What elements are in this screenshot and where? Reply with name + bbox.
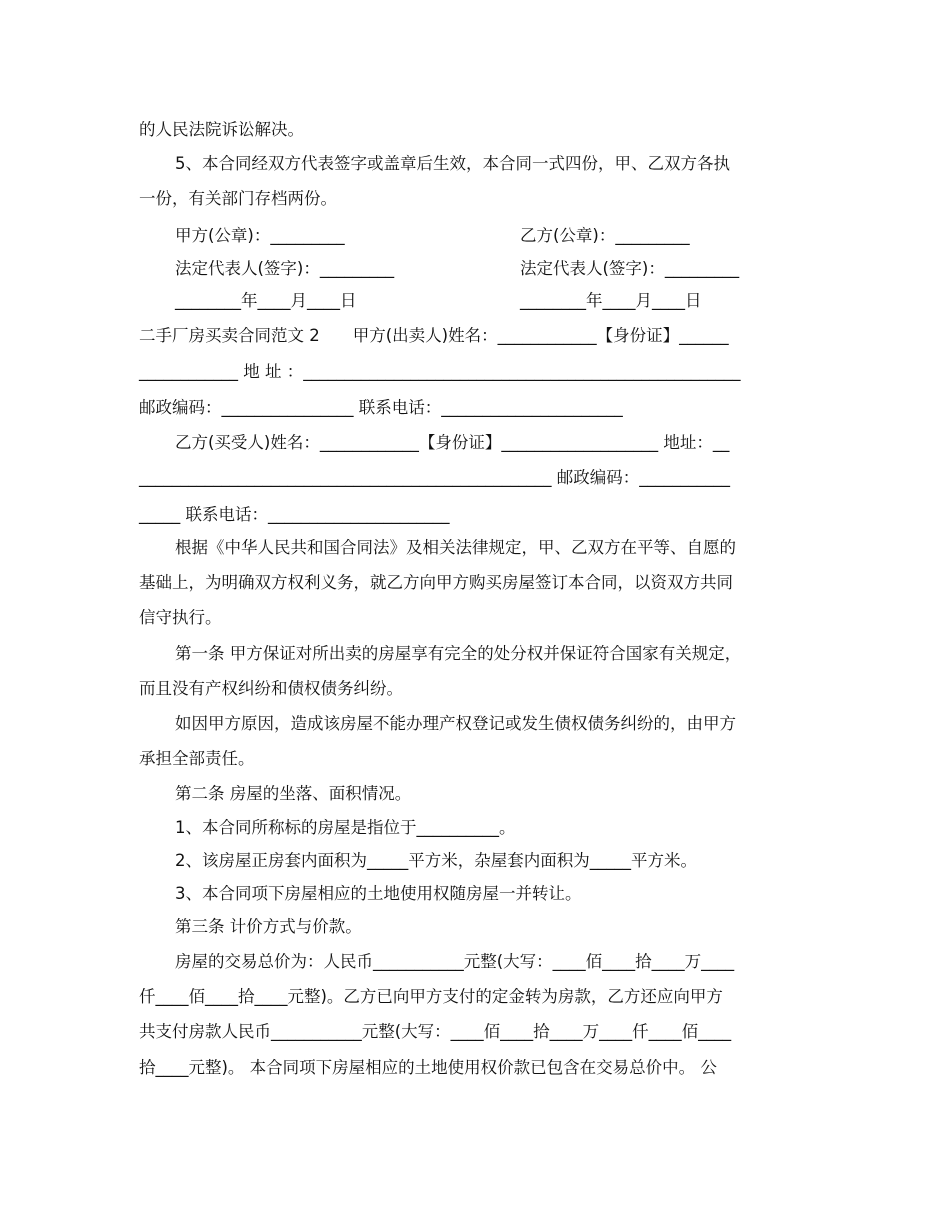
signature-party-a-seal: 甲方(公章)：_________	[175, 226, 345, 245]
text-line: 如因甲方原因，造成该房屋不能办理产权登记或发生债权债务纠纷的，由甲方	[175, 714, 736, 733]
signature-party-b-seal: 乙方(公章)：_________	[520, 226, 690, 245]
signature-party-a-rep: 法定代表人(签字)：_________	[175, 259, 395, 278]
text-line: _____ 联系电话：______________________	[139, 505, 450, 524]
text-line: 房屋的交易总价为：人民币___________元整(大写：____佰____拾____万____	[175, 952, 735, 971]
text-line: 根据《中华人民共和国合同法》及相关法律规定，甲、乙双方在平等、自愿的	[175, 538, 736, 557]
text-line: 拾____元整)。 本合同项下房屋相应的土地使用权价款已包含在交易总价中。 公	[139, 1058, 717, 1077]
text-line: 2、该房屋正房套内面积为_____平方米，杂屋套内面积为_____平方米。	[175, 851, 697, 870]
section-heading: 第二条 房屋的坐落、面积情况。	[175, 784, 412, 803]
text-line: 二手厂房买卖合同范文 2 甲方(出卖人)姓名：____________【身份证】______	[139, 326, 729, 345]
signature-party-b-date: ________年____月____日	[520, 291, 702, 310]
text-line: 第一条 甲方保证对所出卖的房屋享有完全的处分权并保证符合国家有关规定，	[175, 644, 742, 663]
text-line: ____________ 地 址 ：_____________________________________________________	[139, 362, 741, 381]
text-line: 基础上，为明确双方权利义务，就乙方向甲方购买房屋签订本合同，以资双方共同	[139, 573, 733, 592]
signature-party-b-rep: 法定代表人(签字)：_________	[520, 259, 740, 278]
signature-party-a-date: ________年____月____日	[175, 291, 357, 310]
text-line: 一份，有关部门存档两份。	[139, 189, 337, 208]
text-line: 承担全部责任。	[139, 749, 255, 768]
text-line: 仟____佰____拾____元整)。乙方已向甲方支付的定金转为房款，乙方还应向甲方	[139, 987, 723, 1006]
text-line: 共支付房款人民币___________元整(大写：____佰____拾____万____仟____佰____	[139, 1022, 732, 1041]
text-line: 邮政编码：________________ 联系电话：______________________	[139, 398, 623, 417]
text-line: 而且没有产权纠纷和债权债务纠纷。	[139, 679, 403, 698]
text-line: 信守执行。	[139, 608, 222, 627]
section-heading: 第三条 计价方式与价款。	[175, 917, 362, 936]
text-line: 1、本合同所称标的房屋是指位于__________。	[175, 818, 516, 837]
text-line: 乙方(买受人)姓名：____________【身份证】___________________ 地址：__	[175, 433, 730, 452]
text-line: 5、本合同经双方代表签字或盖章后生效，本合同一式四份，甲、乙双方各执	[175, 154, 730, 173]
text-line: 3、本合同项下房屋相应的土地使用权随房屋一并转让。	[175, 884, 582, 903]
text-line: __________________________________________________ 邮政编码：___________	[139, 468, 730, 487]
text-line: 的人民法院诉讼解决。	[139, 120, 304, 139]
